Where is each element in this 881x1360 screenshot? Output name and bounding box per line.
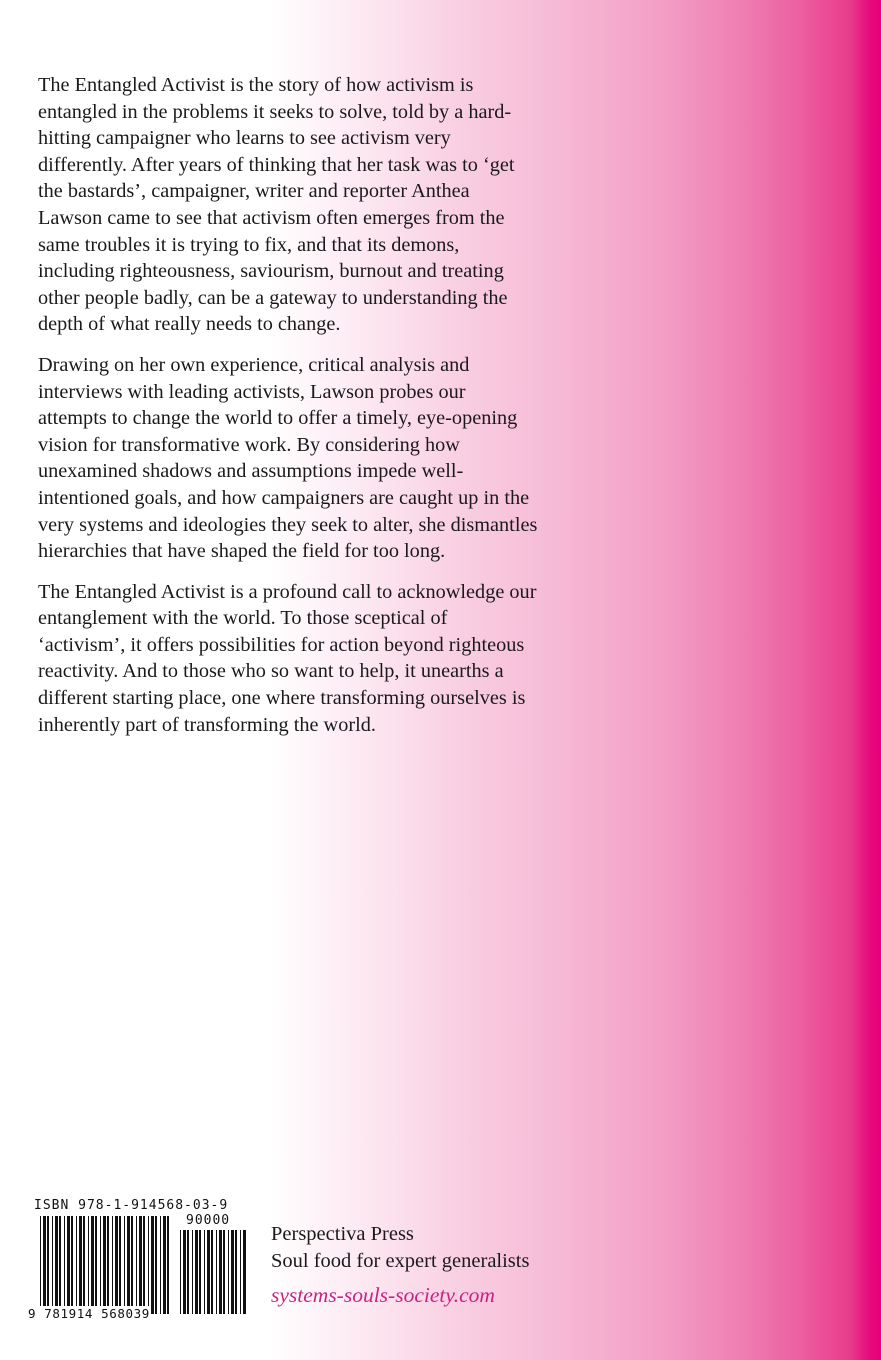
publisher-website-link[interactable]: systems-souls-society.com [271,1283,495,1307]
blurb-paragraph-2: Drawing on her own experience, critical analysis and interviews with leading activists, Lawson probes our attempts to change the world to offer a timely, eye-opening vision for transformative work. By considering how unexamined shadows and assumptions impede well-intentioned goals, and how campaigners are caught up in the very systems and ideologies they seek to alter, she dismantles hierarchies that have shaped the field for too long. [38,353,538,563]
blurb-paragraph-1: The Entangled Activist is the story of how activism is entangled in the problems it seeks to solve, told by a hard-hitting campaigner who learns to see activism very differently. After years of thinking that her task was to ‘get the bastards’, campaigner, writer and reporter Anthea Lawson came to see that activism often emerges from the same troubles it is trying to fix, and that its demons, including righteousness, saviourism, burnout and treating other people badly, can be a gateway to understanding the depth of what really needs to change. [38,74,515,336]
blurb-paragraph-3: The Entangled Activist is a profound call to acknowledge our entanglement with the world. To those sceptical of ‘activism’, it offers possibilities for action beyond righteous reactivity. And to those who so want to help, it unearths a different starting place, one where transforming ourselves is inherently part of transforming the world. [38,580,537,736]
isbn-barcode [28,1198,250,1326]
publisher-tagline: Soul food for expert generalists [271,1249,530,1272]
barcode-addon-price: 90000 [186,1213,231,1228]
barcode-digits: 9 781914 568039 [28,1306,150,1321]
publisher-name: Perspectiva Press [271,1223,414,1245]
back-cover-blurb [38,72,538,752]
publisher-imprint [271,1221,529,1274]
isbn-label: ISBN 978-1-914568-03-9 [34,1198,229,1213]
